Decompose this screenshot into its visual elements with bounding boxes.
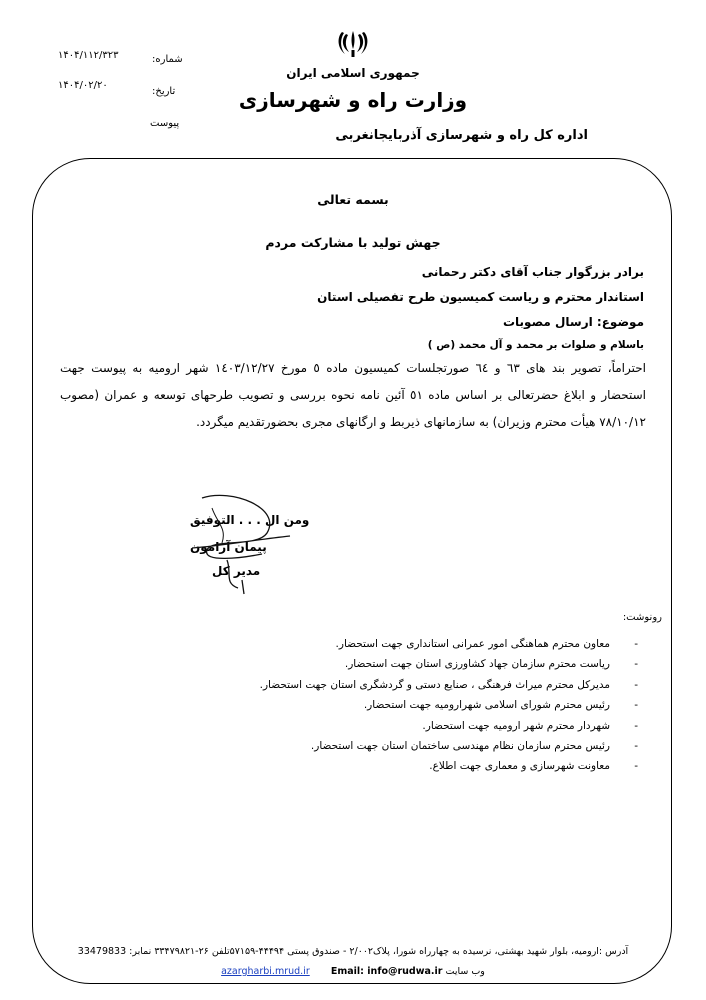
office-name: اداره کل راه و شهرسازی آذربایجانغربی — [335, 128, 588, 143]
recipient-line-2: استاندار محترم و ریاست کمیسیون طرح تفصیلی استان — [317, 290, 644, 304]
website-link[interactable]: azargharbi.mrud.ir — [221, 966, 310, 977]
number-label: شماره: — [152, 54, 183, 65]
ministry-name: وزارت راه و شهرسازی — [238, 88, 468, 112]
handwritten-signature — [172, 488, 312, 598]
letter-frame — [32, 158, 672, 984]
basmala: بسمه تعالی — [317, 192, 389, 207]
slogan: جهش تولید با مشارکت مردم — [265, 235, 441, 250]
email-text[interactable]: Email: info@rudwa.ir — [330, 966, 443, 977]
cc-list — [260, 634, 638, 777]
country-name: جمهوری اسلامی ایران — [286, 66, 420, 80]
recipient-line-1: برادر بزرگوار جناب آقای دکتر رحمانی — [421, 265, 644, 279]
iran-emblem-icon — [335, 28, 371, 60]
cc-title: رونوشت: — [622, 612, 662, 623]
website-label: وب سایت — [445, 966, 485, 977]
cc-item: - معاونت شهرسازی و معماری جهت اطلاع. — [260, 756, 638, 776]
signature-name: پیمان آرامون — [190, 540, 267, 554]
date-value: ۱۴۰۴/۰۲/۲۰ — [58, 80, 108, 91]
cc-item: - شهردار محترم شهر ارومیه جهت استحضار. — [260, 716, 638, 736]
cc-item: - ریاست محترم سازمان جهاد کشاورزی استان جهت استحضار. — [260, 654, 638, 674]
cc-item: - رئیس محترم شورای اسلامی شهرارومیه جهت استحضار. — [260, 695, 638, 715]
signature-closing: ومن ال . . . التوفیق — [190, 513, 310, 527]
signature-title: مدیر کل — [212, 564, 261, 578]
cc-item: - معاون محترم هماهنگی امور عمرانی استانداری جهت استحضار. — [260, 634, 638, 654]
footer-contact — [0, 966, 706, 977]
footer-address: آدرس :ارومیه، بلوار شهید بهشتی، نرسیده به چهارراه شورا، پلاک۲/۰۰۲ - صندوق پستی ۴۴۴۹۴-۵۷۱۵۹تلفن ۲۶-۳۳۴۷۹۸۲۱ نمابر: 33479833 — [77, 946, 629, 957]
attachment-label: پیوست — [150, 118, 180, 129]
cc-item: - مدیرکل محترم میراث فرهنگی ، صنایع دستی و گردشگری استان جهت استحضار. — [260, 675, 638, 695]
salutation: باسلام و صلوات بر محمد و آل محمد (ص ) — [427, 339, 644, 351]
letter-body: احتراماً، تصویر بند های ٦٣ و ٦٤ صورتجلسات کمیسیون ماده ٥ مورخ ١٤٠٣/١٢/٢٧ شهر ارومیه به پیوست جهت استحضار و ابلاغ حضرتعالی بر اساس ماده ٥١ آئین نامه نحوه بررسی و تصویب طرحهای توسعه و عمران (مصوب ٧٨/١٠/١٢ هیأت محترم وزیران) به سازمانهای ذیربط و ارگانهای مجری بحضورتقدیم میگردد. — [60, 361, 646, 429]
cc-item: - رئیس محترم سازمان نظام مهندسی ساختمان استان جهت استحضار. — [260, 736, 638, 756]
subject-line: موضوع: ارسال مصوبات — [502, 315, 644, 329]
date-label: تاریخ: — [152, 86, 176, 97]
number-value: ۱۴۰۴/۱۱۲/۳۲۳ — [58, 50, 119, 61]
